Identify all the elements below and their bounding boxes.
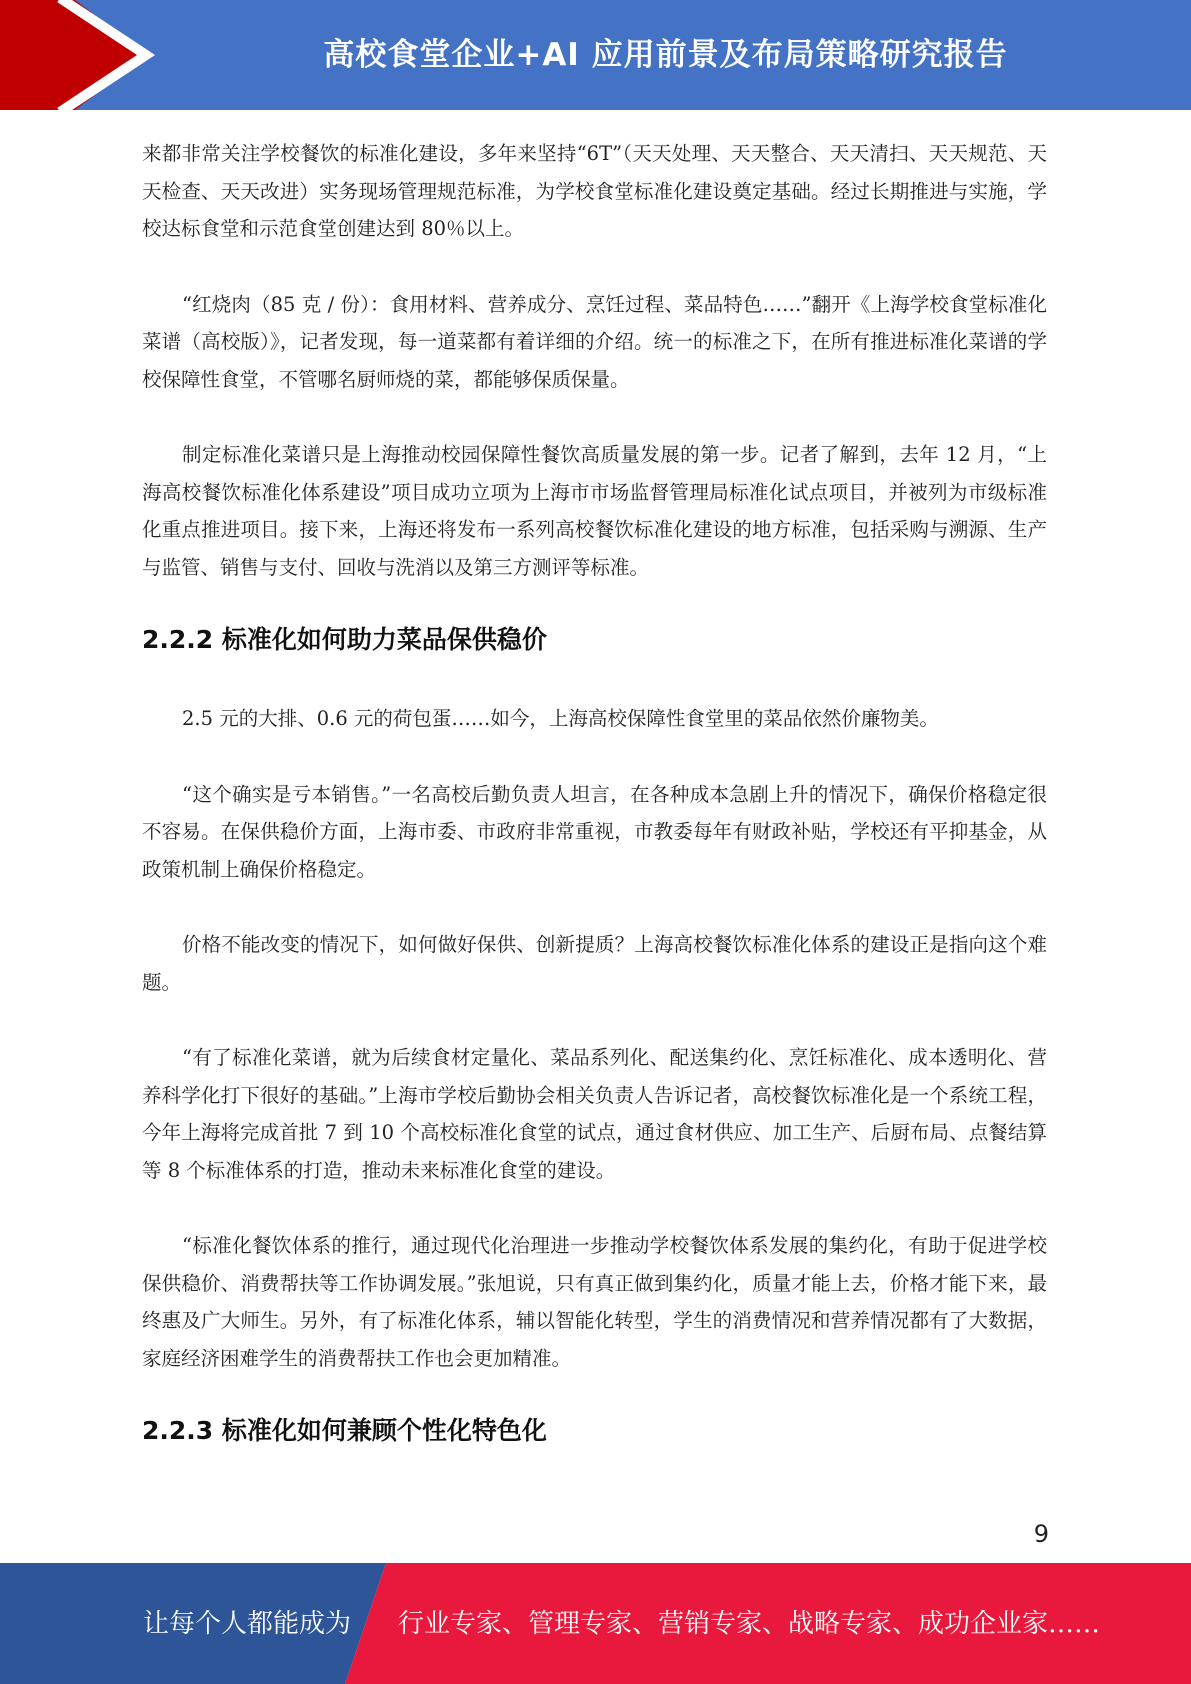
- section-heading-2-2-3: 2.2.3 标准化如何兼顾个性化特色化: [142, 1416, 547, 1445]
- page-header: [0, 0, 1191, 110]
- paragraph-3: 制定标准化菜谱只是上海推动校园保障性餐饮高质量发展的第一步。记者了解到，去年 12 月，“上海高校餐饮标准化体系建设”项目成功立项为上海市市场监督管理局标准化试点项目，并被列为市级标准化重点推进项目。接下来，上海还将发布一系列高校餐饮标准化建设的地方标准，包括采购与溯源、生产与监管、销售与支付、回收与洗消以及第三方测评等标准。: [142, 443, 1047, 579]
- paragraph-1: 来都非常关注学校餐饮的标准化建设，多年来坚持“6T”（天天处理、天天整合、天天清扫、天天规范、天天检查、天天改进）实务现场管理规范标准，为学校食堂标准化建设奠定基础。经过长期推进与实施，学校达标食堂和示范食堂创建达到 80％以上。: [142, 142, 1047, 240]
- report-title: 高校食堂企业+AI 应用前景及布局策略研究报告: [323, 37, 1008, 73]
- footer-slogan-right: 行业专家、管理专家、营销专家、战略专家、成功企业家……: [398, 1609, 1101, 1639]
- section-heading-2-2-2: 2.2.2 标准化如何助力菜品保供稳价: [142, 625, 547, 654]
- paragraph-8: “标准化餐饮体系的推行，通过现代化治理进一步推动学校餐饮体系发展的集约化，有助于促进学校保供稳价、消费帮扶等工作协调发展。”张旭说，只有真正做到集约化，质量才能上去，价格才能下来，最终惠及广大师生。另外，有了标准化体系，辅以智能化转型，学生的消费情况和营养情况都有了大数据，家庭经济困难学生的消费帮扶工作也会更加精准。: [142, 1234, 1047, 1370]
- page-number: 9: [1033, 1520, 1049, 1548]
- paragraph-6: 价格不能改变的情况下，如何做好保供、创新提质？上海高校餐饮标准化体系的建设正是指向这个难题。: [142, 933, 1047, 994]
- paragraph-5: “这个确实是亏本销售。”一名高校后勤负责人坦言，在各种成本急剧上升的情况下，确保价格稳定很不容易。在保供稳价方面，上海市委、市政府非常重视，市教委每年有财政补贴，学校还有平抑基金，从政策机制上确保价格稳定。: [142, 782, 1047, 881]
- page-footer: [0, 1563, 1191, 1684]
- footer-slogan-left: 让每个人都能成为: [143, 1609, 352, 1639]
- paragraph-2: “红烧肉（85 克 / 份）：食用材料、营养成分、烹饪过程、菜品特色……”翻开《上海学校食堂标准化菜谱（高校版）》，记者发现，每一道菜都有着详细的介绍。统一的标准之下，在所有推进标准化菜谱的学校保障性食堂，不管哪名厨师烧的菜，都能够保质保量。: [142, 292, 1047, 391]
- paragraph-7: “有了标准化菜谱，就为后续食材定量化、菜品系列化、配送集约化、烹饪标准化、成本透明化、营养科学化打下很好的基础。”上海市学校后勤协会相关负责人告诉记者，高校餐饮标准化是一个系统工程，今年上海将完成首批 7 到 10 个高校标准化食堂的试点，通过食材供应、加工生产、后厨布局、点餐结算等 8 个标准体系的打造，推动未来标准化食堂的建设。: [142, 1046, 1047, 1182]
- paragraph-4: 2.5 元的大排、0.6 元的荷包蛋……如今，上海高校保障性食堂里的菜品依然价廉物美。: [182, 707, 939, 730]
- main-content: [142, 135, 1047, 1451]
